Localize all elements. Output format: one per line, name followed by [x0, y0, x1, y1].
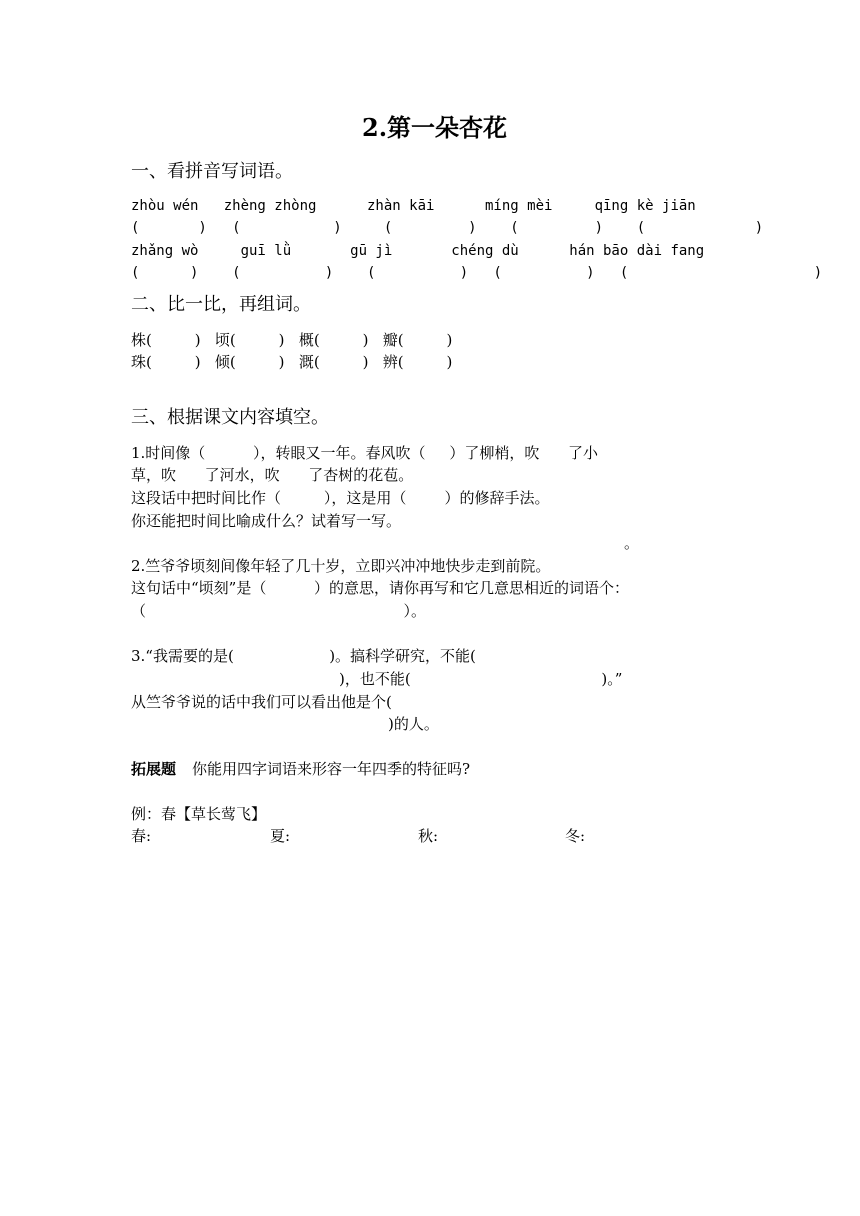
pinyin-row-1: zhòu wén zhèng zhòng zhàn kāi míng mèi qīng kè jiān [131, 198, 696, 214]
page-title: 2.第一朵杏花 [362, 113, 508, 142]
section2-heading: 二、比一比，再组词。 [131, 294, 311, 315]
season-autumn: 秋: [418, 827, 439, 845]
q1-line-4: 你还能把时间比喻成什么？试着写一写。 [131, 512, 402, 530]
q1-period: 。 [624, 534, 640, 552]
q2-line-2: 这句话中“顷刻”是（ ）的意思，请你再写和它几意思相近的词语个： [131, 579, 630, 597]
season-spring: 春: [131, 827, 152, 845]
extension-question: 你能用四字词语来形容一年四季的特征吗? [192, 760, 471, 778]
q3-line-3: 从竺爷爷说的话中我们可以看出他是个( [131, 693, 392, 711]
answer-boxes-row-1: ( ) ( ) ( ) ( ) ( ) [131, 220, 764, 236]
compare-row-2: 珠( ) 倾( ) 溉( ) 辨( ) [131, 353, 453, 371]
q1-line-1: 1.时间像（ ），转眼又一年。春风吹（ ）了柳梢，吹 了小 [131, 444, 598, 462]
extension-label: 拓展题 [131, 760, 177, 778]
q3-line-1: 3.“我需要的是( )。搞科学研究，不能( [131, 647, 476, 665]
q2-line-1: 2.竺爷爷顷刻间像年轻了几十岁，立即兴冲冲地快步走到前院。 [131, 557, 551, 575]
q1-line-2: 草，吹 了河水，吹 了杏树的花苞。 [131, 466, 414, 484]
q1-line-3: 这段话中把时间比作（ ），这是用（ ）的修辞手法。 [131, 489, 550, 507]
season-summer: 夏: [270, 827, 291, 845]
section1-heading: 一、看拼音写词语。 [131, 161, 293, 182]
answer-boxes-row-2: ( ) ( ) ( ) ( ) ( ) [131, 265, 823, 281]
q3-line-4: )的人。 [388, 715, 439, 733]
section3-heading: 三、根据课文内容填空。 [131, 407, 329, 428]
compare-row-1: 株( ) 顷( ) 概( ) 瓣( ) [131, 331, 453, 349]
pinyin-row-2: zhǎng wò guī lǜ gū jì chéng dù hán bāo dài fang [131, 243, 705, 259]
season-winter: 冬: [565, 827, 586, 845]
q3-line-2: )，也不能( )。” [339, 670, 623, 688]
extension-example: 例：春【草长莺飞】 [131, 805, 267, 823]
q2-line-3: （ ）。 [131, 602, 426, 620]
